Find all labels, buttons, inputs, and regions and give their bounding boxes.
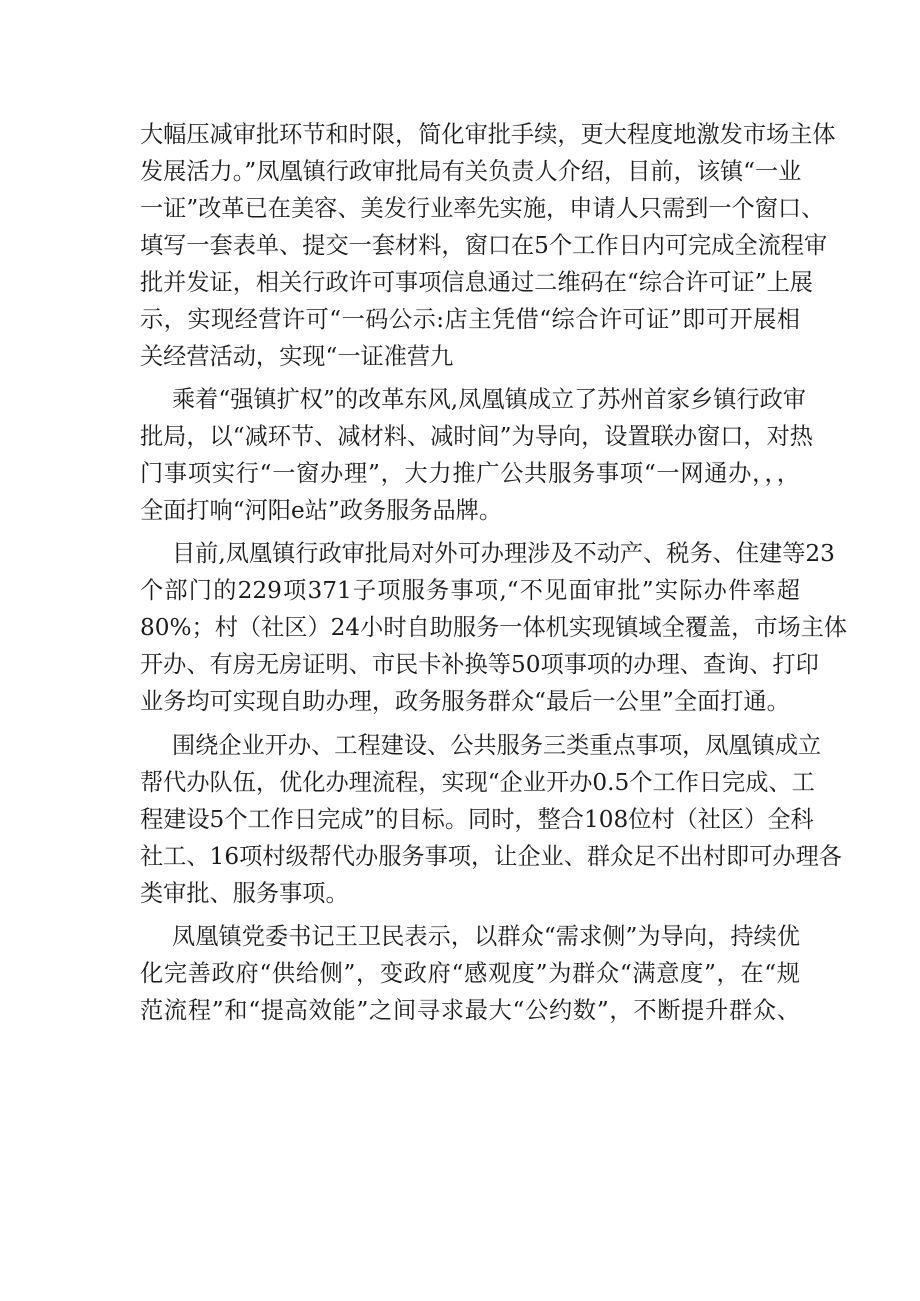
text-line: 帮代办队伍，优化办理流程，实现“企业开办0.5个工作日完成、工 <box>140 768 815 796</box>
text-line: 类审批、服务事项。 <box>140 879 349 907</box>
text-line: 一证”改革已在美容、美发行业率先实施，申请人只需到一个窗口、 <box>140 195 825 222</box>
article-body <box>140 116 848 1029</box>
paragraph-1 <box>140 116 836 375</box>
text-line: 大幅压减审批环节和时限，简化审批手续，更大程度地激发市场主体 <box>140 121 836 148</box>
text-line: 示，实现经营许可“一码公示:店主凭借“综合许可证”即可开展相 <box>140 306 800 333</box>
text-line: 80%；村（社区）24小时自助服务一体机实现镇域全覆盖，市场主体 <box>140 614 848 642</box>
paragraph-5 <box>140 918 800 1029</box>
paragraph-2 <box>140 381 813 529</box>
text-line: 化完善政府“供给侧”，变政府“感观度”为群众“满意度”，在“规 <box>140 959 800 987</box>
text-line: 目前,凤凰镇行政审批局对外可办理涉及不动产、税务、住建等23 <box>172 540 835 568</box>
text-line: 凤凰镇党委书记王卫民表示，以群众“需求侧”为导向，持续优 <box>172 922 800 950</box>
text-line: 开办、有房无房证明、市民卡补换等50项事项的办理、查询、打印 <box>140 651 819 679</box>
text-line: 围绕企业开办、工程建设、公共服务三类重点事项，凤凰镇成立 <box>172 731 822 759</box>
text-line: 门事项实行“一窗办理”，大力推广公共服务事项“一网通办，，， <box>140 460 800 488</box>
text-line: 发展活力。”凤凰镇行政审批局有关负责人介绍，目前，该镇“一业 <box>140 158 802 185</box>
text-line: 范流程”和“提高效能”之间寻求最大“公约数”，不断提升群众、 <box>140 996 800 1024</box>
paragraph-4 <box>140 727 842 912</box>
text-line: 乘着“强镇扩权”的改革东风,凤凰镇成立了苏州首家乡镇行政审 <box>172 386 806 414</box>
text-line: 全面打响“河阳e站”政务服务品牌。 <box>140 497 503 525</box>
text-line: 业务均可实现自助办理，政务服务群众“最后一公里”全面打通。 <box>140 688 790 716</box>
text-line: 个部门的229项371子项服务事项,“不见面审批”实际办件率超 <box>140 577 800 605</box>
text-line: 批局，以“减环节、减材料、减时间”为导向，设置联办窗口，对热 <box>140 423 813 451</box>
text-line: 社工、16项村级帮代办服务事项，让企业、群众足不出村即可办理各 <box>140 842 842 870</box>
text-line: 填写一套表单、提交一套材料，窗口在5个工作日内可完成全流程审 <box>140 232 828 259</box>
text-line: 程建设5个工作日完成”的目标。同时，整合108位村（社区）全科 <box>140 805 814 833</box>
text-line: 关经营活动，实现“一证准营九 <box>140 343 454 370</box>
paragraph-3 <box>140 535 848 720</box>
text-line: 批并发证，相关行政许可事项信息通过二维码在“综合许可证”上展 <box>140 269 813 296</box>
